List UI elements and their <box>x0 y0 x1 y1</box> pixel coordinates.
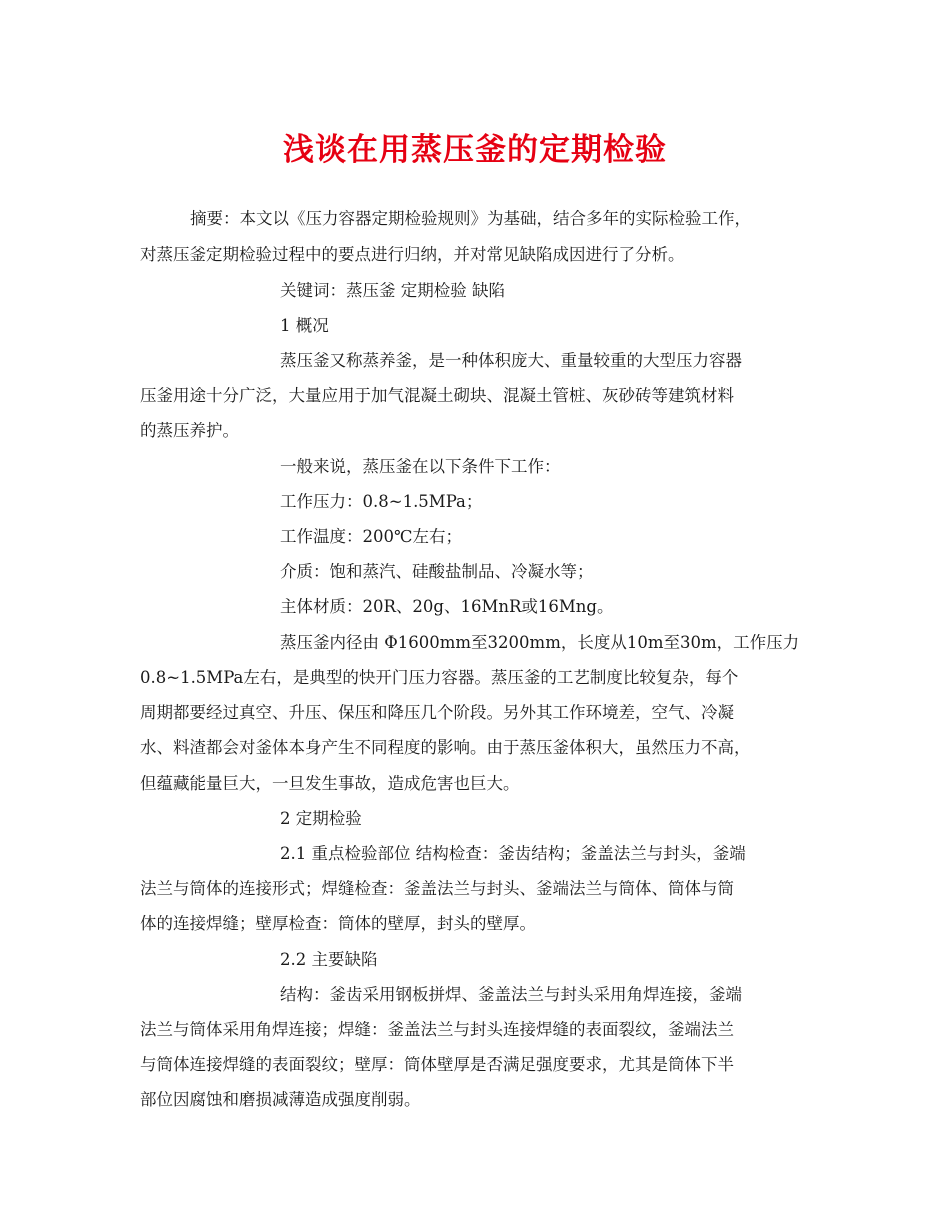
paragraph-line: 蒸压釜内径由 Φ1600mm至3200mm，长度从10m至30m，工作压力 <box>280 633 800 652</box>
paragraph-line: 蒸压釜又称蒸养釜，是一种体积庞大、重量较重的大型压力容器 <box>280 351 742 370</box>
keywords-line: 关键词：蒸压釜 定期检验 缺陷 <box>280 281 505 300</box>
paragraph-line: 结构：釜齿采用钢板拼焊、釜盖法兰与封头采用角焊连接，釜端 <box>280 985 742 1004</box>
paragraph-line: 与筒体连接焊缝的表面裂纹；壁厚：筒体壁厚是否满足强度要求，尤其是筒体下半 <box>140 1055 734 1074</box>
document-title: 浅谈在用蒸压釜的定期检验 <box>283 132 667 168</box>
paragraph-line: 0.8~1.5MPa左右，是典型的快开门压力容器。蒸压釜的工艺制度比较复杂，每个 <box>140 668 739 687</box>
paragraph-line: 但蕴藏能量巨大，一旦发生事故，造成危害也巨大。 <box>140 774 520 793</box>
abstract-line-1: 摘要：本文以《压力容器定期检验规则》为基础，结合多年的实际检验工作， <box>190 209 751 228</box>
paragraph-line: 2.1 重点检验部位 结构检查：釜齿结构；釜盖法兰与封头，釜端 <box>280 844 746 863</box>
abstract-line-2: 对蒸压釜定期检验过程中的要点进行归纳，并对常见缺陷成因进行了分析。 <box>140 245 685 264</box>
subsection-heading: 2.2 主要缺陷 <box>280 950 378 969</box>
paragraph-line: 一般来说，蒸压釜在以下条件下工作： <box>280 457 561 476</box>
condition-line: 介质：饱和蒸汽、硅酸盐制品、冷凝水等； <box>280 562 594 581</box>
section-heading-2: 2 定期检验 <box>280 809 362 828</box>
paragraph-line: 压釜用途十分广泛，大量应用于加气混凝土砌块、混凝土管桩、灰砂砖等建筑材料 <box>140 386 734 405</box>
paragraph-line: 法兰与筒体采用角焊连接；焊缝：釜盖法兰与封头连接焊缝的表面裂纹，釜端法兰 <box>140 1020 734 1039</box>
condition-line: 工作温度：200℃左右； <box>280 527 462 546</box>
paragraph-line: 部位因腐蚀和磨损减薄造成强度削弱。 <box>140 1090 421 1109</box>
paragraph-line: 体的连接焊缝；壁厚检查：筒体的壁厚，封头的壁厚。 <box>140 914 536 933</box>
paragraph-line: 的蒸压养护。 <box>140 421 239 440</box>
paragraph-line: 法兰与筒体的连接形式；焊缝检查：釜盖法兰与封头、釜端法兰与筒体、筒体与筒 <box>140 879 734 898</box>
condition-line: 主体材质：20R、20g、16MnR或16Mng。 <box>280 597 614 616</box>
section-heading-1: 1 概况 <box>280 316 329 335</box>
condition-line: 工作压力：0.8~1.5MPa； <box>280 492 483 511</box>
paragraph-line: 周期都要经过真空、升压、保压和降压几个阶段。另外其工作环境差，空气、冷凝 <box>140 703 734 722</box>
paragraph-line: 水、料渣都会对釜体本身产生不同程度的影响。由于蒸压釜体积大，虽然压力不高， <box>140 738 751 757</box>
